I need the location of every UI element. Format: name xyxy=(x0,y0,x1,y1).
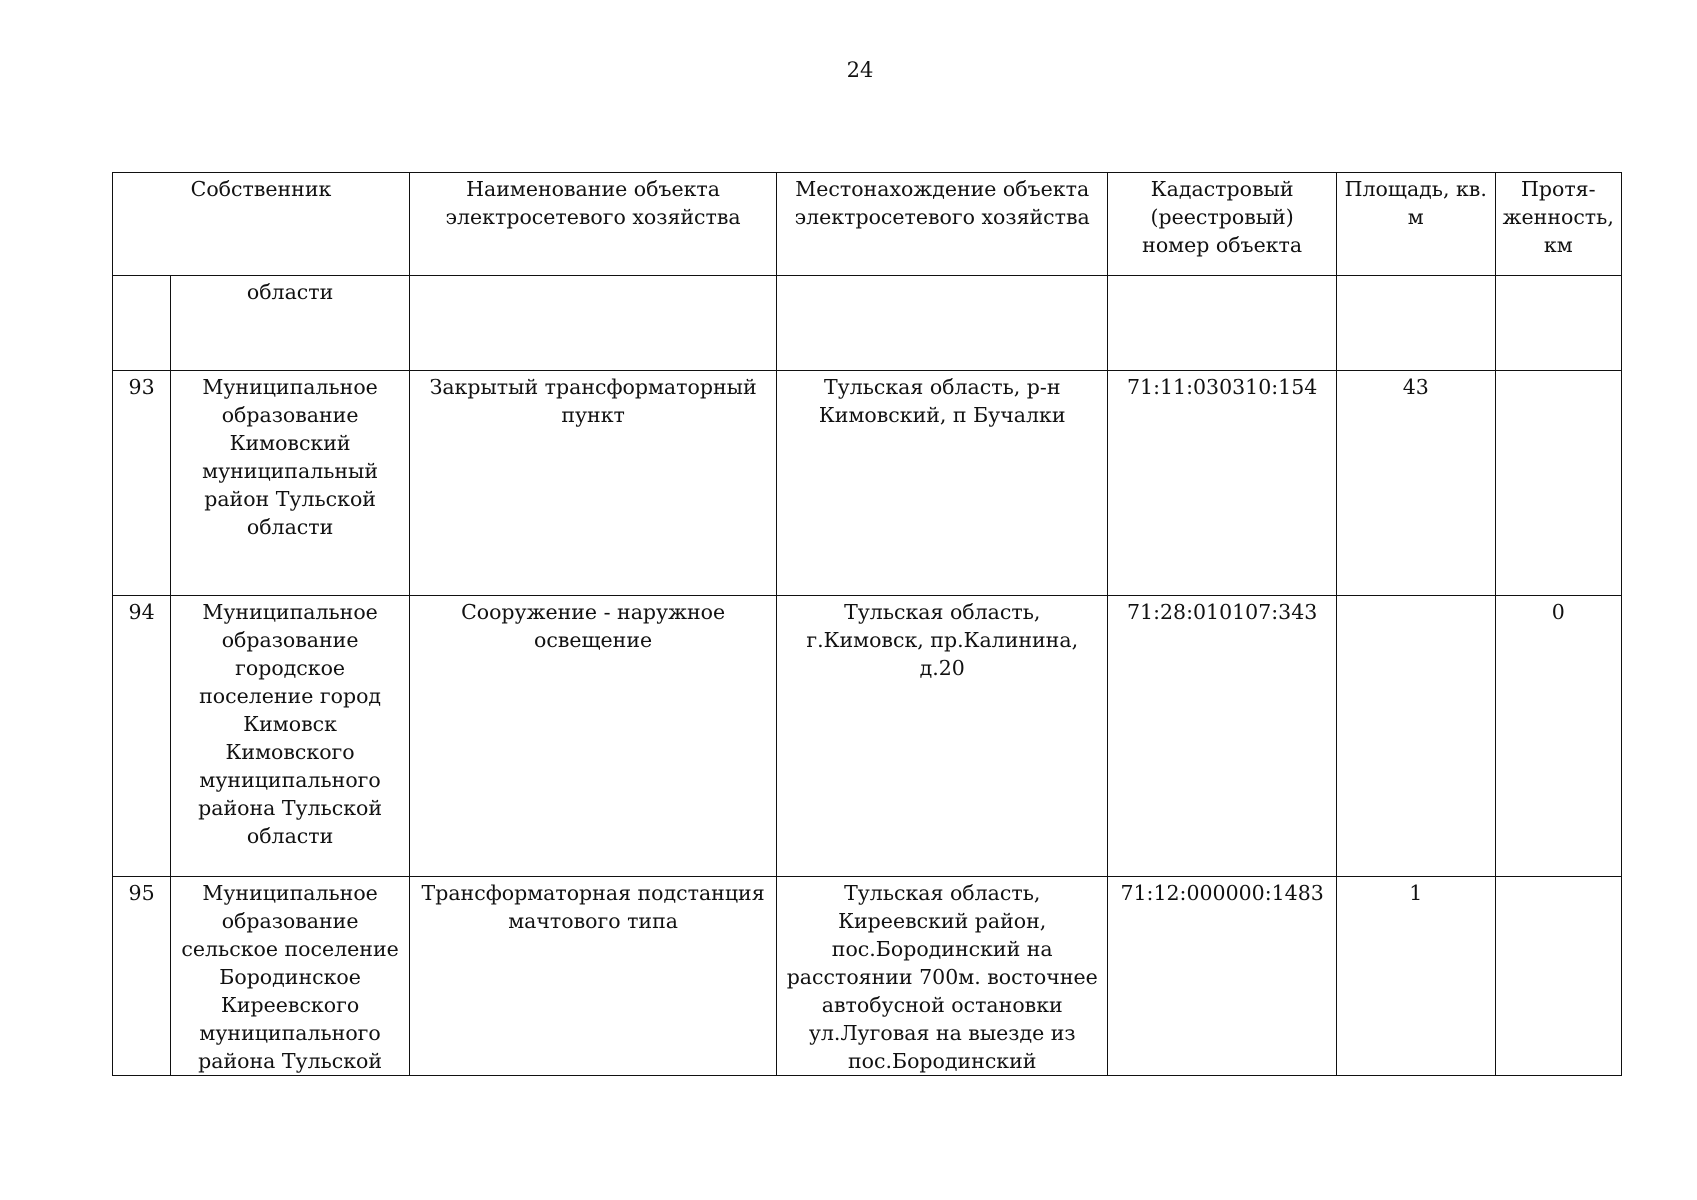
area-cell: 1 xyxy=(1337,877,1496,1076)
cadastral-cell: 71:12:000000:1483 xyxy=(1108,877,1337,1076)
location-cell: Тульская область, р-н Кимовский, п Бучалки xyxy=(777,371,1108,596)
owner-cell: Муниципальное образование городское поселение город Кимовск Кимовского муниципального района Тульской области xyxy=(171,596,410,877)
row-number: 93 xyxy=(113,371,171,596)
table-row xyxy=(113,276,1622,371)
area-cell xyxy=(1337,596,1496,877)
row-number: 95 xyxy=(113,877,171,1076)
owner-cell: Муниципальное образование Кимовский муниципальный район Тульской области xyxy=(171,371,410,596)
page-number: 24 xyxy=(846,58,874,82)
owner-cell: Муниципальное образование сельское поселение Бородинское Киреевского муниципального района Тульской xyxy=(171,877,410,1076)
cadastral-cell: 71:28:010107:343 xyxy=(1108,596,1337,877)
table-row xyxy=(113,596,1622,877)
location-cell: Тульская область, г.Кимовск, пр.Калинина, д.20 xyxy=(777,596,1108,877)
owner-cell: области xyxy=(171,276,410,371)
header-area: Площадь, кв. м xyxy=(1337,173,1496,276)
area-cell: 43 xyxy=(1337,371,1496,596)
table-row xyxy=(113,371,1622,596)
header-cadastral: Кадастровый (реестровый) номер объекта xyxy=(1108,173,1337,276)
length-cell xyxy=(1495,276,1621,371)
registry-table xyxy=(112,172,1622,1076)
table-row xyxy=(113,877,1622,1076)
row-number: 94 xyxy=(113,596,171,877)
object-name-cell: Трансформаторная подстанция мачтового типа xyxy=(409,877,776,1076)
cadastral-cell xyxy=(1108,276,1337,371)
object-name-cell: Закрытый трансформаторный пункт xyxy=(409,371,776,596)
object-name-cell xyxy=(409,276,776,371)
header-location: Местонахождение объекта электросетевого хозяйства xyxy=(777,173,1108,276)
location-cell: Тульская область, Киреевский район, пос.Бородинский на расстоянии 700м. восточнее автобусной остановки ул.Луговая на выезде из пос.Бородинский xyxy=(777,877,1108,1076)
location-cell xyxy=(777,276,1108,371)
header-length: Протя-женность, км xyxy=(1495,173,1621,276)
table-header-row xyxy=(113,173,1622,276)
header-object-name: Наименование объекта электросетевого хозяйства xyxy=(409,173,776,276)
length-cell: 0 xyxy=(1495,596,1621,877)
length-cell xyxy=(1495,877,1621,1076)
area-cell xyxy=(1337,276,1496,371)
length-cell xyxy=(1495,371,1621,596)
object-name-cell: Сооружение - наружное освещение xyxy=(409,596,776,877)
header-owner: Собственник xyxy=(113,173,410,276)
row-number xyxy=(113,276,171,371)
cadastral-cell: 71:11:030310:154 xyxy=(1108,371,1337,596)
